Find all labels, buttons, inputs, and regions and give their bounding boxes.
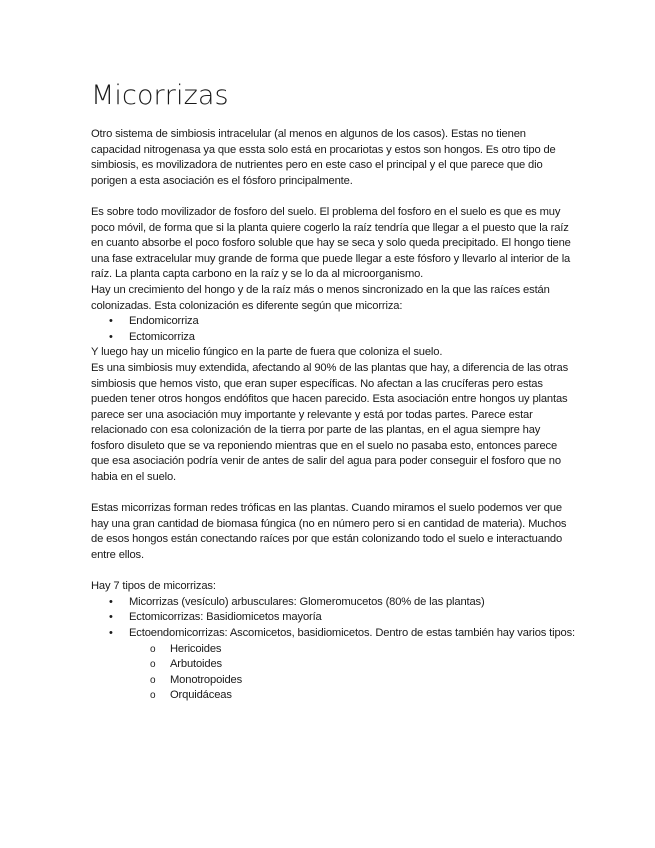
sublist-item: o Orquidáceas: [91, 688, 576, 704]
sublist-item: o Monotropoides: [91, 673, 576, 689]
document-body: [91, 127, 576, 704]
paragraph-7: Hay 7 tipos de micorrizas:: [91, 580, 216, 593]
sublist-item: o Arbutoides: [91, 657, 576, 673]
sublist-item: o Hericoides: [91, 642, 576, 658]
list-item: • Micorrizas (vesículo) arbusculares: Glomeromucetos (80% de las plantas): [91, 595, 576, 611]
paragraph-1: Otro sistema de simbiosis intracelular (al menos en algunos de los casos). Estas no tienen capacidad nitrogenasa ya que essta solo está en procariotas y estos son hongos. Es otro tipo de simbiosis, es movilizadora de nutrientes pero en este caso el principal y el que parece que dio porigen a esta asociación es el fósforo principalmente.: [91, 128, 556, 187]
ectoendo-subtypes-list: [129, 642, 576, 704]
list-item: • Ectomicorrizas: Basidiomicetos mayoría: [91, 610, 576, 626]
paragraph-spacer: [91, 189, 576, 205]
mycorrhiza-types-list: [91, 595, 576, 704]
paragraph-4: Y luego hay un micelio fúngico en la parte de fuera que coloniza el suelo.: [91, 346, 443, 359]
list-item-text: Ectoendomicorrizas: Ascomicetos, basidiomicetos. Dentro de estas también hay varios tipos:: [129, 627, 576, 639]
paragraph-5: Es una simbiosis muy extendida, afectando al 90% de las plantas que hay, a diferencia de las otras simbiosis que hemos visto, que eran super específicas. No afectan a las crucíferas pero estas pueden tener otros hongos endófitos que hacen parecido. Esta asociación entre hongos uy plantas parece ser una asociación muy importante y relevante y está por todas partes. Parece estar relacionado con esa colonización de la tierra por parte de las plantas, en el agua siempre hay fosforo disuleto que se va reponiendo mientras que en el suelo no pasaba esto, entonces parece que esa asociación podría venir de antes de salir del agua para poder conseguir el fosforo que no habia en el suelo.: [91, 361, 569, 484]
paragraph-2: Es sobre todo movilizador de fosforo del suelo. El problema del fosforo en el suelo es que es muy poco móvil, de forma que si la planta quiere cogerlo la raíz tendría que llegar a el puesto que la raíz en cuanto absorbe el poco fosforo soluble que hay se seca y solo queda precipitado. El hongo tiene una fase extracelular muy grande de forma que puede llegar a este fósforo y llevarlo al interior de la raíz. La planta capta carbono en la raíz y se lo da al microorganismo.: [91, 205, 571, 281]
mycorrhiza-kinds-list: [91, 314, 576, 345]
paragraph-6: Estas micorrizas forman redes tróficas en las plantas. Cuando miramos el suelo podemos ver que hay una gran cantidad de biomasa fúngica (no en número pero si en cantidad de materia). Muchos de esos hongos están conectando raíces por que están colonizando todo el suelo e interactuando entre ellos.: [91, 502, 567, 562]
list-item: • Endomicorriza: [91, 314, 576, 330]
paragraph-spacer: [91, 564, 576, 580]
paragraph-3: Hay un crecimiento del hongo y de la raíz más o menos sincronizado en la que las raíces están colonizadas. Esta colonización es diferente según que micorriza:: [91, 283, 550, 312]
page-title: Micorrizas: [91, 80, 229, 111]
paragraph-spacer: [91, 486, 576, 502]
list-item: [91, 626, 576, 704]
list-item: • Ectomicorriza: [91, 330, 576, 346]
